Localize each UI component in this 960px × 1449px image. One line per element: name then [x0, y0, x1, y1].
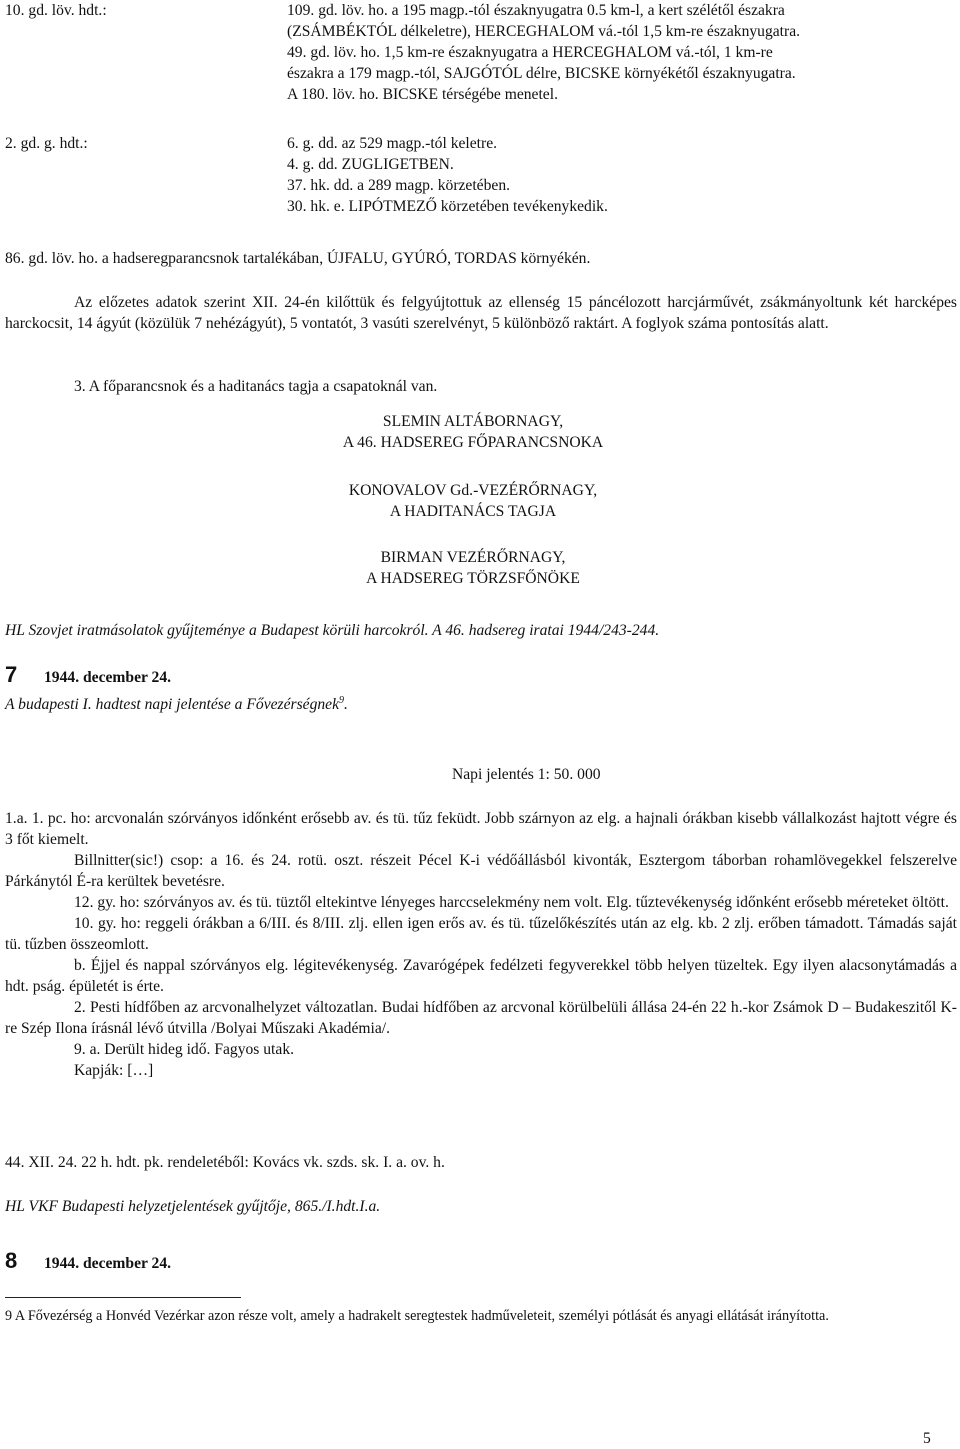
unit-line: északra a 179 magp.-tól, SAJGÓTÓL délre, BICSKE környékétől északnyugatra.	[287, 65, 796, 82]
unit-line: 30. hk. e. LIPÓTMEZŐ körzetében tevékenykedik.	[287, 198, 608, 215]
doc8-heading	[5, 1246, 957, 1279]
unit-line: 49. gd. löv. ho. 1,5 km-re északnyugatra a HERCEGHALOM vá.-tól, 1 km-re	[287, 44, 773, 61]
footnote: 9 A Fővezérség a Honvéd Vezérkar azon része volt, amely a hadrakelt seregtestek hadműveleteit, személyi pótlását és anyagi ellátását irányította.	[5, 1308, 829, 1324]
unit-label: 2. gd. g. hdt.:	[5, 135, 88, 152]
unit-line: 4. g. dd. ZUGLIGETBEN.	[287, 156, 454, 173]
report-body	[5, 808, 957, 1081]
doc7-subtitle: A budapesti I. hadtest napi jelentése a Fővezérségnek$^9$.	[5, 694, 348, 713]
doc7-heading	[5, 662, 957, 691]
report-paragraph: 9. a. Derült hideg idő. Fagyos utak.	[74, 1041, 295, 1058]
reserve-line: 86. gd. löv. ho. a hadseregparancsnok tartalékában, ÚJFALU, GYÚRÓ, TORDAS környékén.	[5, 250, 591, 267]
unit-line: A 180. löv. ho. BICSKE térségébe menetel.	[287, 86, 558, 103]
report-title: Napi jelentés 1: 50. 000	[452, 766, 601, 783]
source-citation-2: HL VKF Budapesti helyzetjelentések gyűjtője, 865./I.hdt.I.a.	[5, 1198, 381, 1215]
unit-block-10	[5, 0, 957, 105]
report-paragraph: Kapják: […]	[74, 1062, 154, 1079]
doc-date: 1944. december 24.	[44, 669, 172, 686]
report-paragraph: 1.a. 1. pc. ho: arcvonalán szórványos időnként erősebb av. és tü. tűz feküdt. Jobb szárnyon az elg. a hajnali órákban kisebb vállalkozást hajtott végre és 3 főt kiemelt.	[5, 810, 957, 848]
signature-block-1	[0, 411, 949, 453]
prelim-paragraph: Az előzetes adatok szerint XII. 24-én kilőttük és felgyújtottuk az ellenség 15 páncélozott harcjárművét, zsákmányoltunk két harcképes harckocsit, 14 ágyút (közülük 7 nehézágyút), 5 vontatót, 3 vasúti szerelvényt, 5 különböző raktárt. A foglyok száma pontosítás alatt.	[5, 294, 957, 332]
unit-lines	[287, 133, 957, 217]
point-3: 3. A főparancsnok és a haditanács tagja a csapatoknál van.	[74, 378, 438, 395]
doc-date: 1944. december 24.	[44, 1255, 172, 1272]
report-paragraph: 12. gy. ho: szórványos av. és tü. tüztől eltekintve lényeges harccselekmény nem volt. Elg. tűztevékenység időnként erősebb méreteket öltött.	[74, 894, 949, 911]
signature-name: BIRMAN VEZÉRŐRNAGY,	[380, 549, 566, 566]
page-number: 5	[923, 1430, 931, 1447]
signature-title: A HADITANÁCS TAGJA	[389, 503, 557, 520]
report-paragraph: b. Éjjel és nappal szórványos elg. légitevékenység. Zavarógépek fedélzeti fegyverekkel több helyen tüzeltek. Egy ilyen alacsonytámadás a hdt. pság. épületét is érte.	[5, 957, 957, 995]
doc-number: 7	[5, 662, 18, 687]
unit-line: (ZSÁMBÉKTÓL délkeletre), HERCEGHALOM vá.-tól 1,5 km-re északnyugatra.	[287, 23, 801, 40]
unit-label: 10. gd. löv. hdt.:	[5, 2, 107, 19]
signature-title: A 46. HADSEREG FŐPARANCSNOKA	[342, 434, 604, 451]
unit-line: 109. gd. löv. ho. a 195 magp.-tól északnyugatra 0.5 km-l, a kert szélétől északra	[287, 2, 785, 19]
unit-block-2	[5, 133, 957, 217]
unit-line: 37. hk. dd. a 289 magp. körzetében.	[287, 177, 511, 194]
signature-block-2	[0, 480, 949, 522]
report-paragraph: 2. Pesti hídfőben az arcvonalhelyzet változatlan. Budai hídfőben az arcvonal körülbelüli állása 24-én 22 h.-kor Zsámok D – Budakeszitől K-re Szép Ilona írásnál lévő útvilla /Bolyai Műszaki Akadémia/.	[5, 999, 957, 1037]
signature-block-3	[0, 547, 949, 589]
signature-name: SLEMIN ALTÁBORNAGY,	[382, 413, 564, 430]
doc7-subtitle-text: A budapesti I. hadtest napi jelentése a Fővezérségnek	[5, 696, 340, 713]
unit-lines	[287, 0, 957, 105]
report-paragraph: Billnitter(sic!) csop: a 16. és 24. rotü. oszt. részeit Pécel K-i védőállásból kivonták, Esztergom táborban rohamlövegekkel felszerelve Párkánytól É-ra kerültek bevetésre.	[5, 852, 957, 890]
signature-title: A HADSEREG TÖRZSFŐNÖKE	[366, 570, 580, 587]
signature-name: KONOVALOV Gd.-VEZÉRŐRNAGY,	[348, 482, 598, 499]
order-line: 44. XII. 24. 22 h. hdt. pk. rendeletéből: Kovács vk. szds. sk. I. a. ov. h.	[5, 1154, 445, 1171]
source-citation-1: HL Szovjet iratmásolatok gyűjteménye a Budapest körüli harcokról. A 46. hadsereg iratai 1944/243-244.	[5, 622, 660, 639]
doc-number: 8	[5, 1248, 18, 1273]
footnote-ref: 9	[339, 694, 345, 706]
report-paragraph: 10. gy. ho: reggeli órákban a 6/III. és 8/III. zlj. ellen igen erős av. és tü. tűzelőkészítés után az elg. kb. 2 zlj. erőben támadott. Támadás saját tü. tűzben összeomlott.	[5, 915, 957, 953]
unit-line: 6. g. dd. az 529 magp.-tól keletre.	[287, 135, 498, 152]
footnote-divider	[5, 1297, 241, 1298]
